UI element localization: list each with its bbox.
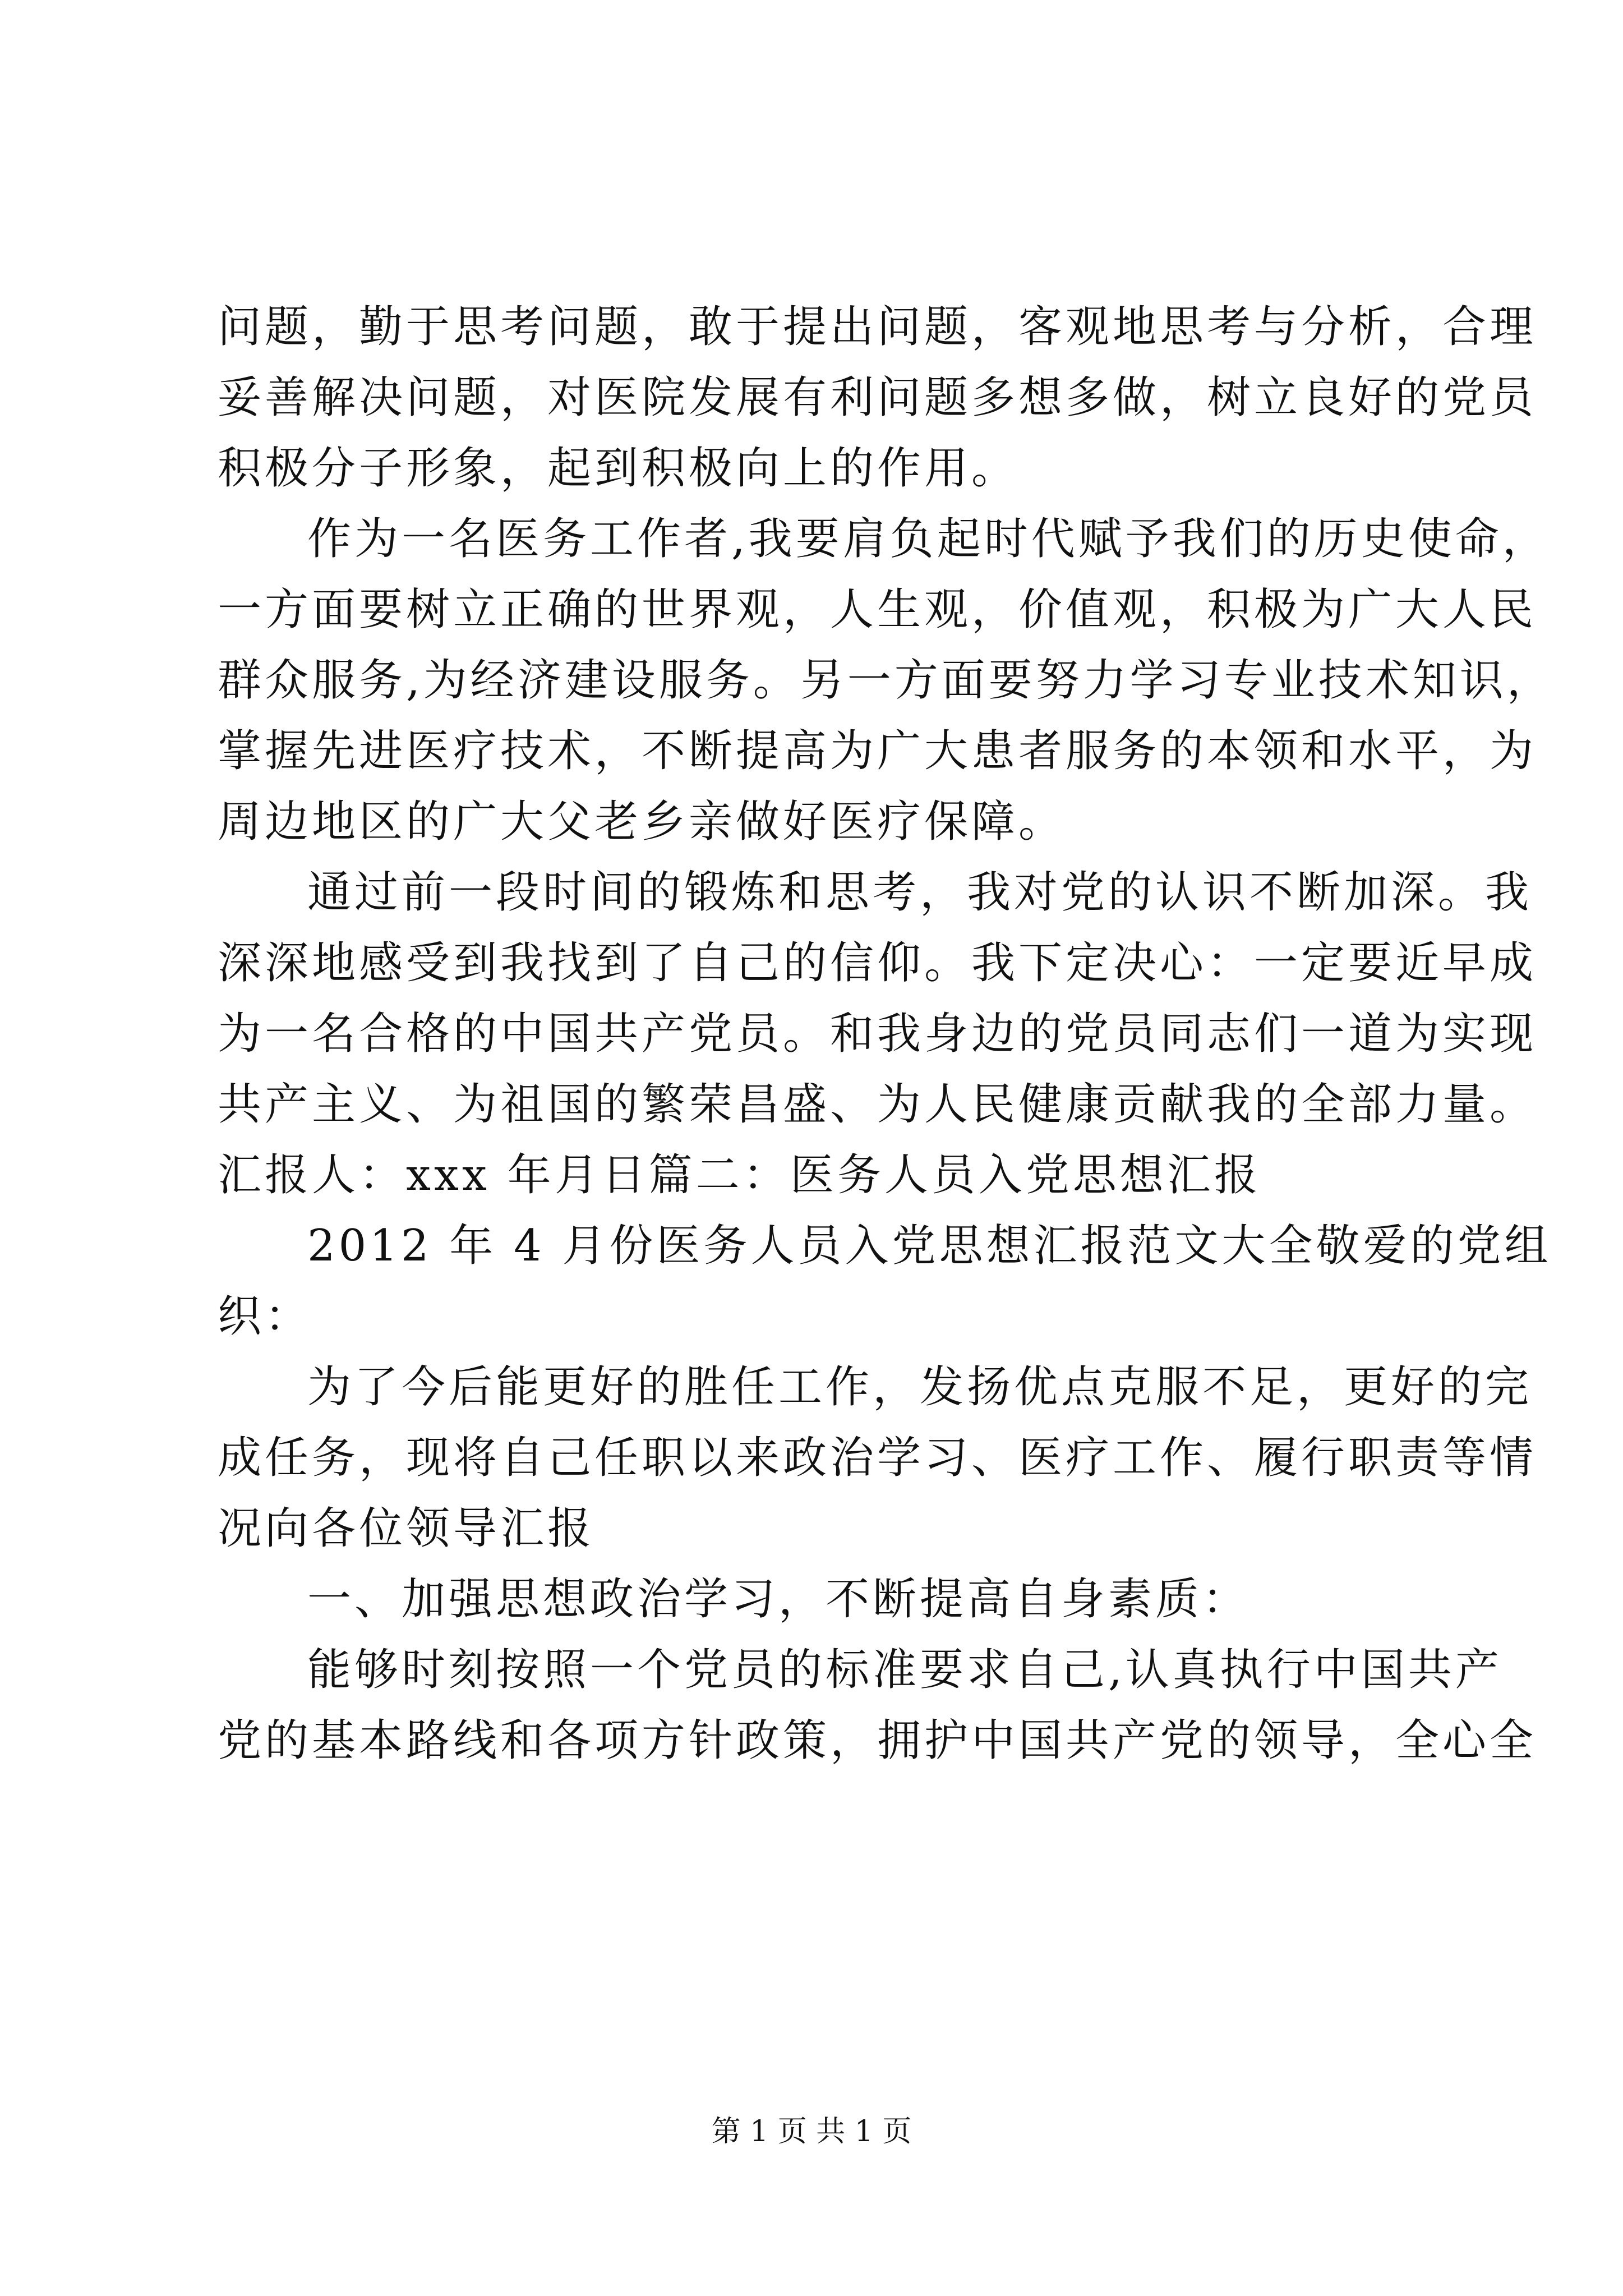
paragraph-first-line: 通过前一段时间的锻炼和思考，我对党的认识不断加深。我 <box>307 867 1533 918</box>
text-line: 掌握先进医疗技术，不断提高为广大患者服务的本领和水平，为 <box>218 726 1537 776</box>
text-line: 积极分子形象，起到积极向上的作用。 <box>218 443 1019 494</box>
text-line: 党的基本路线和各项方针政策，拥护中国共产党的领导，全心全 <box>218 1715 1537 1766</box>
text-line: 一方面要树立正确的世界观，人生观，价值观，积极为广大人民 <box>218 585 1537 635</box>
document-body <box>218 292 1554 1776</box>
page-footer: 第 1 页 共 1 页 <box>711 2115 912 2148</box>
text-line: 织： <box>218 1291 312 1342</box>
paragraph-first-line: 为了今后能更好的胜任工作，发扬优点克服不足，更好的完 <box>307 1362 1533 1412</box>
text-line: 群众服务,为经济建设服务。另一方面要努力学习专业技术知识， <box>218 655 1554 706</box>
section-heading: 一、加强思想政治学习，不断提高自身素质： <box>307 1574 1250 1625</box>
paragraph-first-line: 作为一名医务工作者,我要肩负起时代赋予我们的历史使命， <box>307 514 1550 564</box>
text-line: 妥善解决问题，对医院发展有利问题多想多做，树立良好的党员 <box>218 372 1537 423</box>
text-line: 况向各位领导汇报 <box>218 1503 595 1554</box>
text-line: 周边地区的广大父老乡亲做好医疗保障。 <box>218 797 1066 847</box>
paragraph-first-line: 能够时刻按照一个党员的标准要求自己,认真执行中国共产 <box>307 1645 1502 1695</box>
paragraph-first-line: 2012 年 4 月份医务人员入党思想汇报范文大全敬爱的党组 <box>307 1221 1552 1271</box>
text-line: 为一名合格的中国共产党员。和我身边的党员同志们一道为实现 <box>218 1009 1537 1059</box>
text-line: 深深地感受到我找到了自己的信仰。我下定决心：一定要近早成 <box>218 938 1537 988</box>
text-line: 共产主义、为祖国的繁荣昌盛、为人民健康贡献我的全部力量。 <box>218 1079 1537 1130</box>
text-line: 汇报人：xxx 年月日篇二：医务人员入党思想汇报 <box>218 1150 1261 1200</box>
text-line: 成任务，现将自己任职以来政治学习、医疗工作、履行职责等情 <box>218 1433 1537 1483</box>
text-line: 问题，勤于思考问题，敢于提出问题，客观地思考与分析，合理 <box>218 302 1537 352</box>
